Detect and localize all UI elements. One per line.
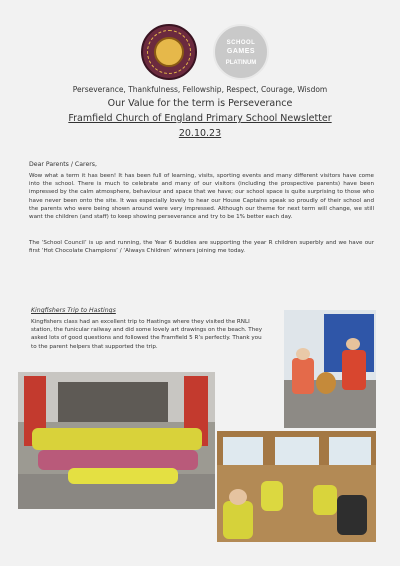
photo-window	[329, 437, 371, 465]
photo-window	[275, 437, 319, 465]
photo-children-front-row	[68, 468, 178, 484]
salutation: Dear Parents / Carers,	[29, 161, 97, 168]
photo-window	[223, 437, 263, 465]
trip-description: Kingfishers class had an excellent trip to Hastings where they visited the RNLI station, the funicular railway and did some lovely art drawings on the beach. They asked lots of good questions and followed the Framfield 5 R’s perfectly. Thank you to the parent helpers that supported the trip.	[31, 319, 263, 350]
letter-paragraph-1: Wow what a term it has been! It has been full of learning, visits, sporting events and many different visitors have come into the school. There is much to celebrate and many of our visitors (including the prospective parents) have been impressed by the calm atmosphere, behaviour and space that we have; our school space is quite surprising to those who have never been onto the site. It was especially lovely to hear our House Captains speak so proudly of their school and the parents who were being shown around were very impressed. Although our theme for next term will change, we still want the children (and staff) to keep showing perseverance and try to be 1% better each day.	[29, 173, 374, 221]
trip-photo-group	[18, 372, 215, 509]
photo-children-back-row	[32, 428, 202, 450]
badge-line-3: PLATINUM	[225, 60, 257, 66]
photo-child	[337, 495, 367, 535]
photo-child-head	[229, 489, 247, 505]
trip-photo-rnli	[284, 310, 376, 428]
photo-child	[261, 481, 283, 511]
newsletter-title: Framfield Church of England Primary School Newsletter	[68, 113, 332, 124]
trip-heading: Kingfishers Trip to Hastings	[31, 307, 116, 314]
badge-line-2: GAMES	[226, 48, 256, 55]
photo-boat-shed	[58, 382, 168, 422]
photo-child	[223, 501, 253, 539]
photo-children-middle-row	[38, 450, 198, 470]
trip-photo-funicular	[217, 431, 376, 542]
photo-child	[292, 358, 314, 394]
crest-center	[154, 37, 184, 67]
school-games-platinum-badge-icon	[213, 24, 269, 80]
photo-child-head	[296, 348, 310, 360]
photo-dog-toy	[316, 372, 336, 394]
letter-paragraph-2: The ‘School Council’ is up and running, the Year 6 buddies are supporting the year R children superbly and we have our first ‘Hot Chocolate Champions’ / ‘Always Children’ winners joining me today.	[29, 240, 374, 255]
photo-child	[313, 485, 337, 515]
badge-line-1: SCHOOL	[226, 40, 256, 46]
photo-child	[342, 350, 366, 390]
photo-child-head	[346, 338, 360, 350]
newsletter-date: 20.10.23	[178, 128, 222, 139]
value-of-term: Our Value for the term is Perseverance	[107, 98, 293, 109]
school-values: Perseverance, Thankfulness, Fellowship, Respect, Courage, Wisdom	[72, 85, 328, 94]
school-crest-icon	[141, 24, 197, 80]
